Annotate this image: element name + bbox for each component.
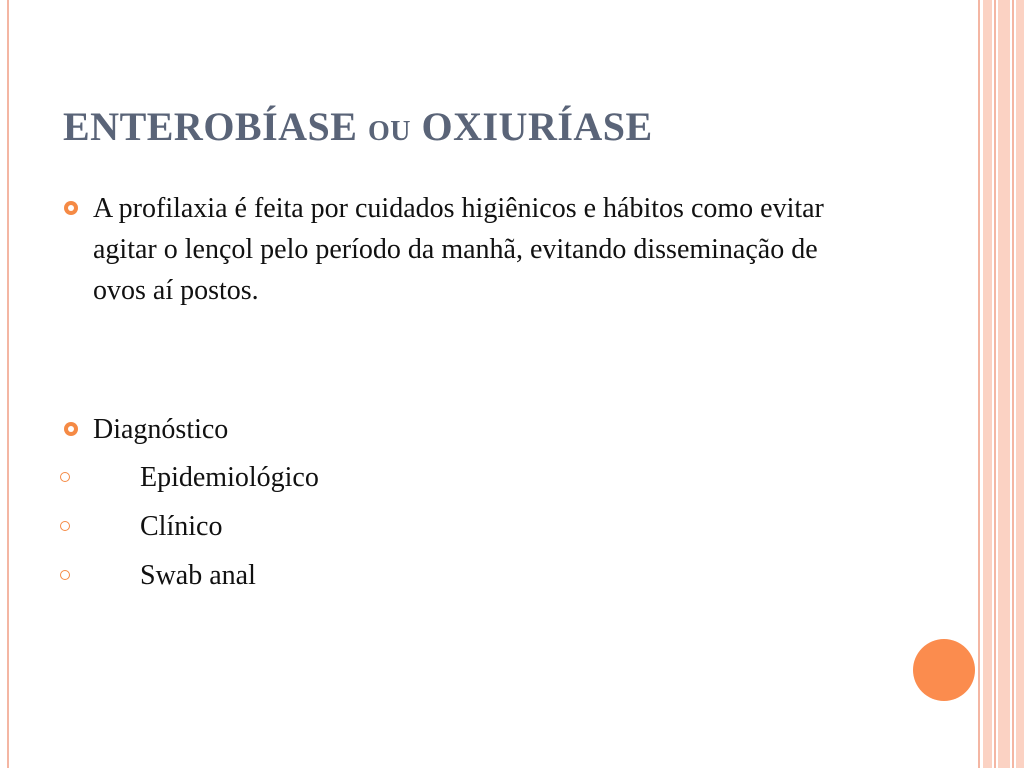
right-decor-stripe [1012,0,1014,768]
bullet-text-profilaxia: A profilaxia é feita por cuidados higiênicos e hábitos como evitar agitar o lençol pelo período da manhã, evitando disseminação de ovos aí postos. [93,193,824,306]
orange-bullet-icon [64,201,78,215]
bullet-row [60,409,860,450]
bullet-text-diagnostico: Diagnóstico [93,414,229,445]
orange-bullet-icon [64,422,78,436]
title-main-2: OXIURÍASE [421,104,653,149]
title-main-1: ENTEROBÍASE [63,104,358,149]
right-decor-stripe [998,0,1010,768]
right-decor-stripe [994,0,996,768]
right-decor-stripe [1016,0,1024,768]
sub-item-text: Epidemiológico [140,462,319,493]
sub-item-text: Swab anal [140,560,256,591]
right-decor-stripe [983,0,992,768]
sub-item-text: Clínico [140,511,223,542]
circle-bullet-icon [60,521,70,531]
bullet-list-item [60,188,860,311]
bullet-row [60,188,860,311]
circle-bullet-icon [60,570,70,580]
bullet-list-item [60,409,860,450]
slide-title [63,103,653,150]
left-border-line [7,0,9,768]
circle-bullet-icon [60,472,70,482]
title-connector: OU [367,116,411,147]
right-decor-stripe [978,0,980,768]
decorative-orange-circle [913,639,975,701]
